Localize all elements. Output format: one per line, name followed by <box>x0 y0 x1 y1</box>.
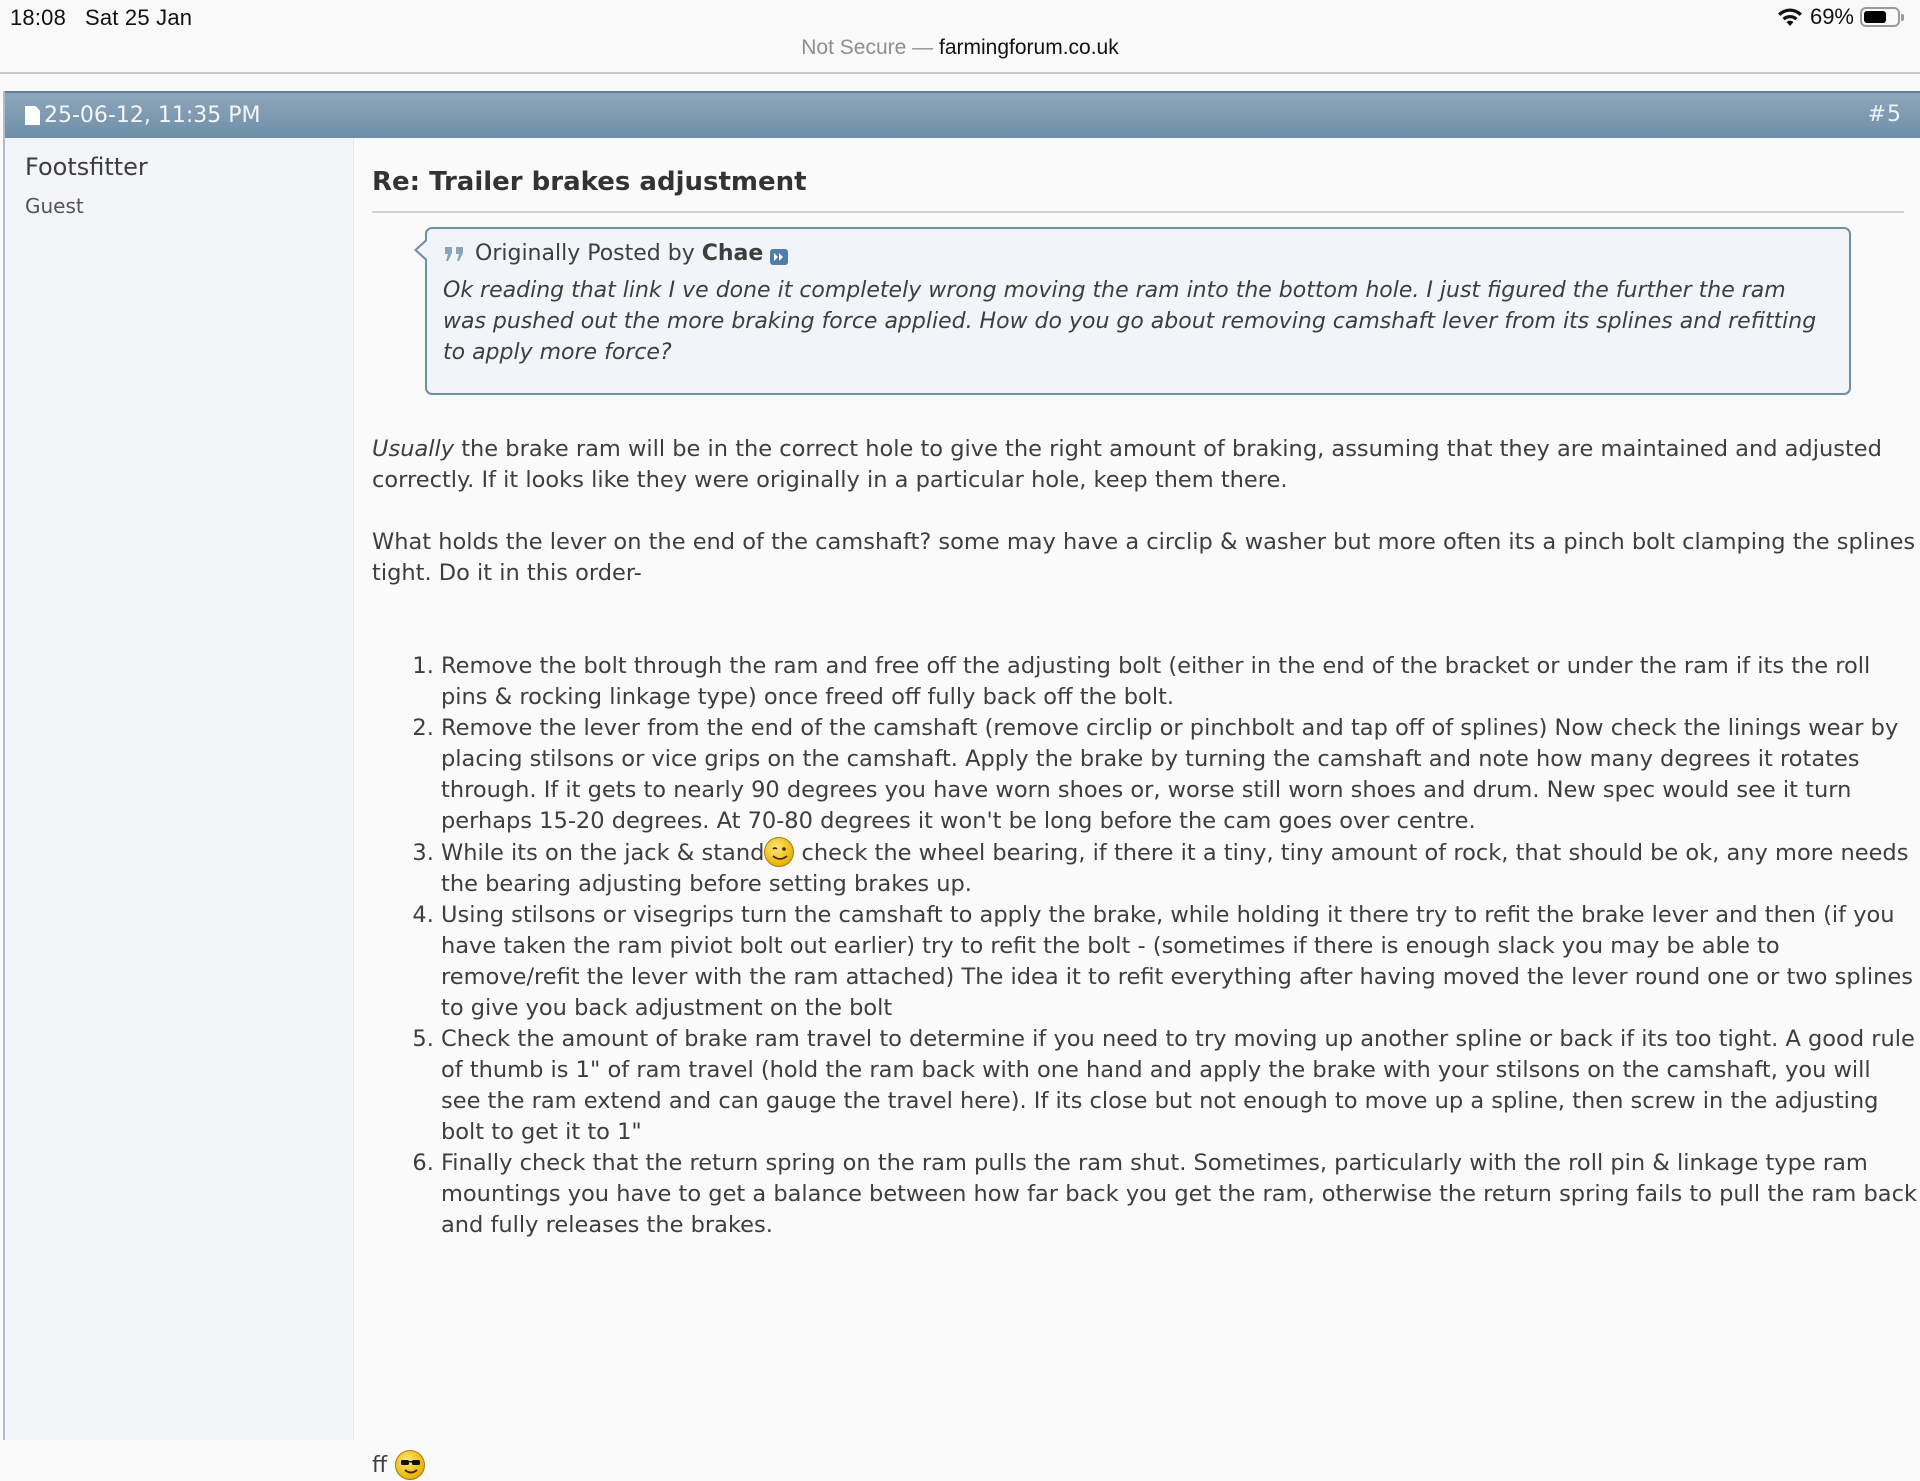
clock: 18:08 <box>10 5 67 30</box>
date: Sat 25 Jan <box>85 5 193 30</box>
battery-icon <box>1860 7 1900 27</box>
battery-percent: 69% <box>1809 4 1854 29</box>
domain-label: farmingforum.co.uk <box>939 36 1119 59</box>
paragraph-1-text: the brake ram will be in the correct hole to give the right amount of braking, assuming that they are maintained and adjusted correctly. If it looks like they were originally in a particular hole, keep them there. <box>372 436 1882 493</box>
view-post-icon[interactable] <box>770 249 788 265</box>
steps-list <box>372 651 1917 1241</box>
list-item: 1. Remove the bolt through the ram and free off the adjusting bolt (either in the end of the bracket or under the ram if its the roll pins & rocking linkage type) once freed off fully back off the bolt. <box>441 651 1917 713</box>
quote-marks-icon <box>443 244 467 264</box>
post-permalink[interactable]: #5 <box>1867 102 1902 127</box>
list-item: 4. Using stilsons or visegrips turn the camshaft to apply the brake, while holding it there try to refit the brake lever and then (if you have taken the ram piviot bolt out earlier) try to refit the bolt - (sometimes if there is enough slack you may be able to remove/refit the lever with the ram attached) The idea it to refit everything after having moved the lever round one or two splines to give you back adjustment on the bolt <box>441 900 1917 1024</box>
forum-post <box>3 91 1920 1478</box>
status-time <box>10 5 192 31</box>
quote-block <box>425 227 1851 395</box>
post-date <box>25 103 261 128</box>
user-info-panel <box>5 138 354 1440</box>
post-title: Re: Trailer brakes adjustment <box>372 167 1904 213</box>
signoff <box>372 1450 572 1480</box>
user-title: Guest <box>25 194 84 218</box>
quote-text: Ok reading that link I ve done it completely wrong moving the ram into the bottom hole. I just figured the further the ram was pushed out the more braking force applied. How do you go about removing camshaft lever from its splines and refitting to apply more force? <box>443 278 1817 365</box>
emphasis-text: Usually <box>372 436 455 462</box>
document-icon <box>25 106 40 125</box>
paragraph-1 <box>372 434 1917 496</box>
list-item-text: check the wheel bearing, if there it a tiny, tiny amount of rock, that should be ok, any more needs the bearing adjusting before setting brakes up. <box>441 840 1909 897</box>
username[interactable]: Footsfitter <box>25 153 148 181</box>
post-header <box>5 91 1920 138</box>
security-label: Not Secure — <box>801 36 934 59</box>
list-item-text: While its on the jack & stand <box>441 840 765 866</box>
status-indicators <box>1776 4 1900 30</box>
quote-header <box>443 241 1833 266</box>
signoff-text: ff <box>372 1452 388 1478</box>
list-item: 5. Check the amount of brake ram travel to determine if you need to try moving up another spline or back if its too tight. A good rule of thumb is 1" of ram travel (hold the ram back with one hand and apply the brake with your stilsons on the camshaft, you will see the ram extend and can gauge the travel here). If its close but not enough to move up a spline, then screw in the adjusting bolt to get it to 1" <box>441 1024 1917 1148</box>
ios-status-bar <box>0 0 1920 74</box>
quote-author: Chae <box>701 241 764 266</box>
address-bar[interactable] <box>0 36 1920 60</box>
post-body <box>372 138 1917 1478</box>
list-item: 2. Remove the lever from the end of the camshaft (remove circlip or pinchbolt and tap off of splines) Now check the linings wear by placing stilsons or vice grips on the camshaft. Apply the brake by turning the camshaft and note how many degrees it rotates through. If it gets to nearly 90 degrees you have worn shoes or, worse still worn shoes and drum. New spec would see it turn perhaps 15-20 degrees. At 70-80 degrees it won't be long before the cam goes over centre. <box>441 713 1917 837</box>
cool-sunglasses-smiley-icon <box>395 1450 425 1480</box>
quote-prefix: Originally Posted by <box>475 241 695 266</box>
wifi-icon <box>1776 6 1804 28</box>
list-item: 6. Finally check that the return spring on the ram pulls the ram shut. Sometimes, particularly with the roll pin & linkage type ram mountings you have to get a balance between how far back you get the ram, otherwise the return spring fails to pull the ram back and fully releases the brakes. <box>441 1148 1917 1241</box>
paragraph-2: What holds the lever on the end of the camshaft? some may have a circlip & washer but more often its a pinch bolt clamping the splines tight. Do it in this order- <box>372 529 1916 586</box>
list-item <box>441 837 1917 900</box>
post-date-text: 25-06-12, 11:35 PM <box>44 103 261 128</box>
post-message <box>372 434 1917 1241</box>
wink-smiley-icon <box>764 837 794 867</box>
